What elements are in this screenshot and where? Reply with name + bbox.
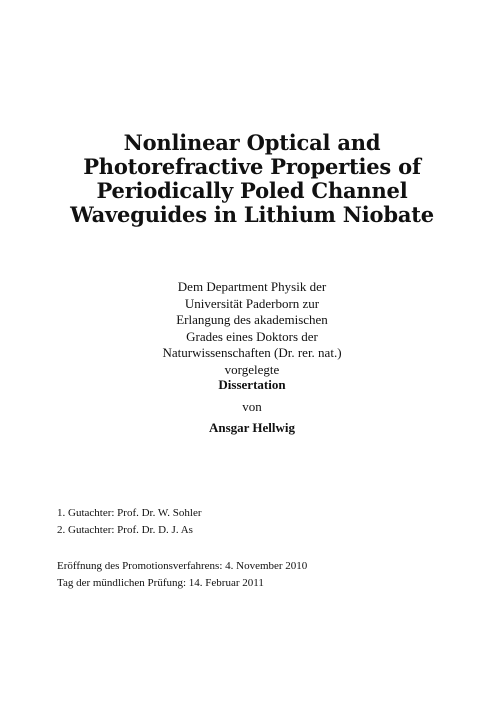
title-line-1: Nonlinear Optical and xyxy=(123,130,381,155)
referee-2: 2. Gutachter: Prof. Dr. D. J. As xyxy=(57,524,193,536)
statement-line-4: Grades eines Doktors der xyxy=(186,328,318,344)
defense-date: Tag der mündlichen Prüfung: 14. Februar 2011 xyxy=(57,577,264,589)
statement-line-3: Erlangung des akademischen xyxy=(176,312,328,327)
title-line-2: Photorefractive Properties of xyxy=(83,154,421,179)
title-line-3: Periodically Poled Channel xyxy=(96,178,408,203)
referee-1: 1. Gutachter: Prof. Dr. W. Sohler xyxy=(57,507,202,519)
submission-statement xyxy=(0,279,504,378)
referees-list xyxy=(57,505,202,539)
thesis-title xyxy=(0,131,504,227)
statement-line-6: vorgelegte xyxy=(224,361,280,377)
author-name: Ansgar Hellwig xyxy=(208,420,296,435)
title-line-4: Waveguides in Lithium Niobate xyxy=(70,202,434,227)
statement-line-5: Naturwissenschaften (Dr. rer. nat.) xyxy=(162,345,342,360)
von-label: von xyxy=(242,399,262,414)
statement-line-2: Universität Paderborn zur xyxy=(184,295,320,311)
opening-date: Eröffnung des Promotionsverfahrens: 4. November 2010 xyxy=(57,560,308,572)
dissertation-label: Dissertation xyxy=(218,377,286,392)
dates-list xyxy=(57,558,307,592)
statement-line-1: Dem Department Physik der xyxy=(177,279,327,294)
